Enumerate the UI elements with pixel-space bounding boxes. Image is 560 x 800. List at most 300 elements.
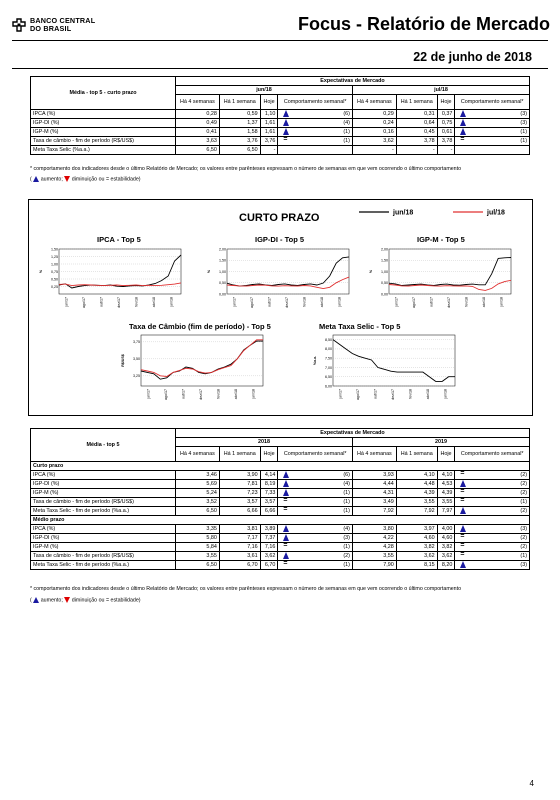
x-tick-label: dez/17 — [199, 389, 203, 400]
x-tick-label: dez/17 — [285, 297, 289, 308]
period1-header: 2018 — [176, 438, 353, 447]
value-cell: 3,62 — [352, 137, 396, 146]
value-cell: 6,50 — [219, 146, 260, 155]
y-tick-label: 0,50 — [381, 281, 388, 286]
expectations-table-short — [30, 76, 530, 155]
indicator-label: Taxa de câmbio - fim de período (R$/US$) — [31, 552, 176, 561]
table-row — [31, 534, 530, 543]
value-cell: 3,93 — [352, 471, 396, 480]
value-cell: 0,49 — [176, 119, 220, 128]
x-tick-label: jun/18 — [169, 297, 174, 307]
column-header: Hoje — [437, 447, 455, 462]
weeks-count: (4) — [343, 480, 350, 487]
weeks-count: (2) — [343, 552, 350, 559]
table-row — [31, 110, 530, 119]
weeks-count: (6) — [343, 471, 350, 478]
period1-header: jun/18 — [176, 86, 353, 95]
value-cell: 7,16 — [260, 543, 278, 552]
value-cell: 0,31 — [396, 110, 437, 119]
value-cell: 7,33 — [260, 489, 278, 498]
increase-arrow-icon — [33, 597, 39, 603]
indicator-label: Meta Taxa Selic - fim de período (%a.a.) — [31, 507, 176, 516]
value-cell: 6,66 — [219, 507, 260, 516]
weeks-count: (2) — [520, 480, 527, 487]
value-cell: 5,24 — [176, 489, 220, 498]
footnote-1: * comportamento dos indicadores desde o último Relatório de Mercado; os valores entre parênteses expressam o número de semanas em que vem ocorrendo o último comportamento — [30, 166, 462, 172]
behavior-cell — [278, 489, 353, 498]
x-tick-label: ago/17 — [356, 389, 361, 400]
value-cell: 3,63 — [176, 137, 220, 146]
value-cell: 5,84 — [176, 543, 220, 552]
value-cell: 3,61 — [219, 552, 260, 561]
weeks-count: (3) — [520, 119, 527, 126]
increase-arrow-icon — [460, 525, 466, 532]
behavior-cell — [278, 552, 353, 561]
behavior-cell — [455, 543, 530, 552]
y-tick-label: 1,00 — [51, 262, 58, 267]
x-tick-label: out/17 — [99, 297, 104, 307]
y-tick-label: 1,50 — [219, 258, 226, 263]
weeks-count: (3) — [520, 561, 527, 568]
legend-note-2 — [30, 597, 141, 603]
value-cell: 0,16 — [352, 128, 396, 137]
y-tick-label: 7,00 — [325, 365, 332, 370]
column-header: Há 4 semanas — [352, 447, 396, 462]
table-caption: Expectativas de Mercado — [176, 77, 530, 86]
weeks-count: (2) — [520, 507, 527, 514]
y-tick-label: 3,25 — [133, 374, 140, 379]
y-tick-label: 0,25 — [51, 284, 58, 289]
behavior-cell — [278, 146, 353, 155]
value-cell: 6,50 — [176, 146, 220, 155]
chart-svg — [37, 246, 187, 316]
increase-arrow-icon — [283, 489, 289, 496]
behavior-cell — [455, 561, 530, 570]
y-axis-label: % — [39, 269, 43, 274]
table-row — [31, 525, 530, 534]
value-cell: 3,57 — [219, 498, 260, 507]
y-tick-label: 0,00 — [219, 292, 226, 297]
chart-ipca — [37, 246, 187, 316]
y-axis-label: % — [207, 269, 211, 274]
value-cell: 4,00 — [437, 525, 455, 534]
increase-arrow-icon — [283, 128, 289, 135]
column-header: Comportamento semanal* — [278, 447, 353, 462]
indicator-label: IPCA (%) — [31, 110, 176, 119]
value-cell: 4,31 — [352, 489, 396, 498]
y-tick-label: 8,50 — [325, 337, 332, 342]
weeks-count: (1) — [343, 561, 350, 568]
value-cell: 4,28 — [352, 543, 396, 552]
behavior-cell — [278, 534, 353, 543]
table-row — [31, 480, 530, 489]
behavior-cell — [278, 498, 353, 507]
section-label: Médio prazo — [31, 516, 530, 525]
value-cell: 3,82 — [396, 543, 437, 552]
value-cell: 0,61 — [437, 128, 455, 137]
x-tick-label: dez/17 — [447, 297, 451, 308]
report-date: 22 de junho de 2018 — [413, 50, 532, 64]
y-tick-label: 3,50 — [133, 357, 140, 362]
value-cell: 1,61 — [260, 128, 278, 137]
x-tick-label: jun/18 — [443, 389, 448, 399]
increase-arrow-icon — [33, 176, 39, 182]
short-term-charts-panel — [28, 199, 533, 416]
value-cell: 4,14 — [260, 471, 278, 480]
equal-icon: = — [460, 533, 465, 540]
value-cell: 3,62 — [437, 552, 455, 561]
equal-icon: = — [283, 497, 288, 504]
legend-open-paren: ( — [30, 176, 32, 183]
legend-label-jun: jun/18 — [393, 209, 414, 217]
x-tick-label: jun/17 — [338, 389, 343, 399]
increase-arrow-icon — [460, 128, 466, 135]
value-cell: 3,78 — [437, 137, 455, 146]
page-title: Focus - Relatório de Mercado — [297, 14, 550, 34]
x-tick-label: fev/18 — [216, 389, 221, 399]
value-cell: 1,37 — [219, 119, 260, 128]
chart-svg — [119, 332, 269, 408]
chart-title-igpdi: IGP-DI - Top 5 — [255, 235, 305, 244]
section-label: Curto prazo — [31, 462, 530, 471]
chart-igpdi — [205, 246, 355, 316]
date-divider — [12, 68, 548, 69]
value-cell: - — [396, 146, 437, 155]
behavior-cell — [278, 137, 353, 146]
weeks-count: (1) — [520, 498, 527, 505]
column-header: Há 1 semana — [219, 447, 260, 462]
value-cell: 4,39 — [396, 489, 437, 498]
weeks-count: (1) — [343, 507, 350, 514]
x-tick-label: jun/17 — [146, 389, 151, 399]
weeks-count: (1) — [520, 552, 527, 559]
x-tick-label: abr/18 — [319, 297, 324, 308]
value-cell: 3,78 — [396, 137, 437, 146]
column-header: Comportamento semanal* — [455, 447, 530, 462]
page-number: 4 — [529, 779, 534, 788]
equal-icon: = — [460, 136, 465, 143]
value-cell: 4,10 — [437, 471, 455, 480]
y-tick-label: 1,50 — [381, 258, 388, 263]
value-cell: 0,37 — [437, 110, 455, 119]
y-tick-label: 2,00 — [219, 247, 226, 252]
value-cell: 0,41 — [176, 128, 220, 137]
weeks-count: (3) — [520, 525, 527, 532]
chart-title-ipca: IPCA - Top 5 — [97, 235, 141, 244]
value-cell: 4,48 — [396, 480, 437, 489]
value-cell: 5,80 — [176, 534, 220, 543]
x-tick-label: fev/18 — [464, 297, 469, 307]
equal-icon: = — [460, 497, 465, 504]
column-header: Comportamento semanal* — [455, 95, 530, 110]
period2-header: jul/18 — [352, 86, 529, 95]
increase-arrow-icon — [283, 552, 289, 559]
behavior-cell — [455, 534, 530, 543]
y-axis-label: % — [369, 269, 373, 274]
weeks-count: (1) — [343, 489, 350, 496]
value-cell: 3,49 — [352, 498, 396, 507]
period2-header: 2019 — [352, 438, 529, 447]
chart-title-selic: Meta Taxa Selic - Top 5 — [319, 322, 401, 331]
y-tick-label: 2,00 — [381, 247, 388, 252]
value-cell: 6,66 — [260, 507, 278, 516]
weeks-count: (2) — [520, 543, 527, 550]
column-header: Há 4 semanas — [176, 447, 220, 462]
value-cell: 3,62 — [396, 552, 437, 561]
legend-note-1 — [30, 176, 141, 182]
table-row — [31, 119, 530, 128]
indicator-label: IGP-M (%) — [31, 489, 176, 498]
behavior-cell — [455, 507, 530, 516]
weeks-count: (2) — [520, 471, 527, 478]
behavior-cell — [278, 128, 353, 137]
indicator-label: IPCA (%) — [31, 471, 176, 480]
behavior-cell — [455, 119, 530, 128]
increase-arrow-icon — [283, 534, 289, 541]
value-cell: 3,81 — [219, 525, 260, 534]
value-cell: 6,50 — [176, 561, 220, 570]
weeks-count: (4) — [343, 119, 350, 126]
behavior-cell — [278, 525, 353, 534]
y-tick-label: 1,00 — [219, 269, 226, 274]
decrease-arrow-icon — [64, 176, 70, 182]
behavior-cell — [455, 525, 530, 534]
y-tick-label: 1,25 — [51, 254, 58, 259]
y-tick-label: 3,75 — [133, 340, 140, 345]
value-cell: 4,53 — [437, 480, 455, 489]
weeks-count: (3) — [343, 534, 350, 541]
weeks-count: (4) — [343, 525, 350, 532]
value-cell: 3,57 — [260, 498, 278, 507]
decrease-arrow-icon — [64, 597, 70, 603]
behavior-cell — [278, 119, 353, 128]
column-header: Há 4 semanas — [352, 95, 396, 110]
column-header: Há 4 semanas — [176, 95, 220, 110]
chart-title-igpm: IGP-M - Top 5 — [417, 235, 465, 244]
x-tick-label: abr/18 — [425, 389, 430, 400]
chart-cambio — [119, 332, 269, 408]
table-row — [31, 498, 530, 507]
increase-arrow-icon — [283, 480, 289, 487]
x-tick-label: jun/18 — [499, 297, 504, 307]
indicator-label: Meta Taxa Selic - fim de período (%a.a.) — [31, 561, 176, 570]
plot-area — [333, 335, 455, 386]
behavior-cell — [278, 543, 353, 552]
behavior-cell — [278, 561, 353, 570]
weeks-count: (1) — [520, 128, 527, 135]
behavior-cell — [455, 137, 530, 146]
value-cell: 7,81 — [219, 480, 260, 489]
behavior-cell — [455, 128, 530, 137]
chart-title-cambio: Taxa de Câmbio (fim de período) - Top 5 — [129, 322, 271, 331]
equal-icon: = — [460, 542, 465, 549]
x-tick-label: abr/18 — [233, 389, 238, 400]
increase-arrow-icon — [460, 480, 466, 487]
y-tick-label: 6,50 — [325, 375, 332, 380]
y-axis-label: R$/US$ — [121, 354, 125, 367]
value-cell: 7,92 — [352, 507, 396, 516]
x-tick-label: fev/18 — [302, 297, 307, 307]
value-cell: 4,39 — [437, 489, 455, 498]
value-cell: 7,23 — [219, 489, 260, 498]
x-tick-label: jun/17 — [64, 297, 69, 307]
value-cell: 1,10 — [260, 110, 278, 119]
value-cell: 6,70 — [260, 561, 278, 570]
table-row — [31, 137, 530, 146]
chart-svg — [311, 332, 461, 408]
weeks-count: (1) — [343, 498, 350, 505]
value-cell: 0,59 — [219, 110, 260, 119]
y-axis-label: %a.a. — [313, 355, 317, 366]
y-tick-label: 0,00 — [381, 292, 388, 297]
chart-svg — [367, 246, 517, 316]
x-tick-label: ago/17 — [164, 389, 169, 400]
value-cell: 3,55 — [352, 552, 396, 561]
value-cell: 4,10 — [396, 471, 437, 480]
indicator-label: IGP-DI (%) — [31, 534, 176, 543]
x-tick-label: fev/18 — [408, 389, 413, 399]
x-tick-label: jun/18 — [337, 297, 342, 307]
value-cell: 1,61 — [260, 119, 278, 128]
value-cell: 4,22 — [352, 534, 396, 543]
y-tick-label: 7,50 — [325, 356, 332, 361]
behavior-cell — [455, 498, 530, 507]
value-cell: 1,58 — [219, 128, 260, 137]
increase-arrow-icon — [283, 110, 289, 117]
bcb-logo-icon — [12, 18, 26, 32]
value-cell: 3,62 — [260, 552, 278, 561]
value-cell: 3,55 — [396, 498, 437, 507]
logo-line2: DO BRASIL — [30, 24, 72, 33]
value-cell: 3,46 — [176, 471, 220, 480]
value-cell: 5,69 — [176, 480, 220, 489]
behavior-cell — [455, 146, 530, 155]
x-tick-label: out/17 — [373, 389, 378, 399]
table-row — [31, 543, 530, 552]
y-tick-label: 0,50 — [51, 277, 58, 282]
increase-arrow-icon — [460, 110, 466, 117]
increase-arrow-icon — [460, 119, 466, 126]
value-cell: 3,55 — [176, 552, 220, 561]
value-cell: 3,76 — [219, 137, 260, 146]
value-cell: 3,76 — [260, 137, 278, 146]
indicator-label: Meta Taxa Selic (%a.a.) — [31, 146, 176, 155]
value-cell: 6,70 — [219, 561, 260, 570]
expectations-table-annual — [30, 428, 530, 570]
value-cell: 3,55 — [437, 498, 455, 507]
legend-up-text: aumento; — [40, 176, 63, 183]
table-row — [31, 507, 530, 516]
table-row — [31, 146, 530, 155]
y-tick-label: 0,75 — [51, 269, 58, 274]
column-header: Hoje — [260, 447, 278, 462]
bcb-logo — [12, 16, 122, 40]
increase-arrow-icon — [460, 507, 466, 514]
legend-up-text: aumento; — [40, 597, 63, 604]
x-tick-label: dez/17 — [391, 389, 395, 400]
value-cell: 0,28 — [176, 110, 220, 119]
equal-icon: = — [283, 560, 288, 567]
value-cell: - — [260, 146, 278, 155]
table-row — [31, 471, 530, 480]
value-cell: 4,60 — [437, 534, 455, 543]
table-row — [31, 552, 530, 561]
value-cell: 8,20 — [437, 561, 455, 570]
weeks-count: (3) — [520, 110, 527, 117]
table-row — [31, 561, 530, 570]
row-label-header: Média - top 5 - curto prazo — [31, 77, 176, 110]
indicator-label: IGP-DI (%) — [31, 480, 176, 489]
table-row — [31, 128, 530, 137]
equal-icon: = — [283, 506, 288, 513]
value-cell: 0,45 — [396, 128, 437, 137]
column-header: Há 1 semana — [396, 447, 437, 462]
column-header: Há 1 semana — [396, 95, 437, 110]
row-label-header: Média - top 5 — [31, 429, 176, 462]
x-tick-label: out/17 — [267, 297, 272, 307]
equal-icon: = — [460, 488, 465, 495]
value-cell: 7,17 — [219, 534, 260, 543]
value-cell: 0,24 — [352, 119, 396, 128]
chart-selic — [311, 332, 461, 408]
header-divider — [12, 40, 548, 41]
y-tick-label: 1,50 — [51, 247, 58, 252]
value-cell: 7,97 — [437, 507, 455, 516]
value-cell: 8,15 — [396, 561, 437, 570]
value-cell: 4,60 — [396, 534, 437, 543]
behavior-cell — [455, 110, 530, 119]
increase-arrow-icon — [283, 525, 289, 532]
x-tick-label: ago/17 — [412, 297, 417, 308]
value-cell: - — [437, 146, 455, 155]
value-cell: 0,64 — [396, 119, 437, 128]
table-caption: Expectativas de Mercado — [176, 429, 530, 438]
legend-down-text: diminuição ou = estabilidade) — [71, 597, 141, 604]
weeks-count: (6) — [343, 110, 350, 117]
weeks-count: (1) — [343, 137, 350, 144]
x-tick-label: abr/18 — [481, 297, 486, 308]
y-tick-label: 1,00 — [381, 269, 388, 274]
chart-igpm — [367, 246, 517, 316]
behavior-cell — [278, 480, 353, 489]
value-cell: 0,29 — [352, 110, 396, 119]
equal-icon: = — [460, 470, 465, 477]
value-cell: 8,19 — [260, 480, 278, 489]
legend-label-jul: jul/18 — [487, 209, 505, 217]
value-cell: - — [352, 146, 396, 155]
footnote-2: * comportamento dos indicadores desde o último Relatório de Mercado; os valores entre parênteses expressam o número de semanas em que vem ocorrendo o último comportamento — [30, 586, 462, 592]
x-tick-label: jun/17 — [394, 297, 399, 307]
column-header: Há 1 semana — [219, 95, 260, 110]
weeks-count: (1) — [520, 137, 527, 144]
value-cell: 0,75 — [437, 119, 455, 128]
table-row — [31, 489, 530, 498]
equal-icon: = — [283, 542, 288, 549]
value-cell: 3,52 — [176, 498, 220, 507]
column-header: Hoje — [260, 95, 278, 110]
increase-arrow-icon — [283, 119, 289, 126]
value-cell: 4,44 — [352, 480, 396, 489]
logo-line1: BANCO CENTRAL — [30, 16, 96, 25]
value-cell: 3,97 — [396, 525, 437, 534]
indicator-label: IGP-M (%) — [31, 128, 176, 137]
column-header: Hoje — [437, 95, 455, 110]
x-tick-label: dez/17 — [117, 297, 121, 308]
value-cell: 3,82 — [437, 543, 455, 552]
value-cell: 6,50 — [176, 507, 220, 516]
x-tick-label: jun/17 — [232, 297, 237, 307]
value-cell: 3,80 — [352, 525, 396, 534]
